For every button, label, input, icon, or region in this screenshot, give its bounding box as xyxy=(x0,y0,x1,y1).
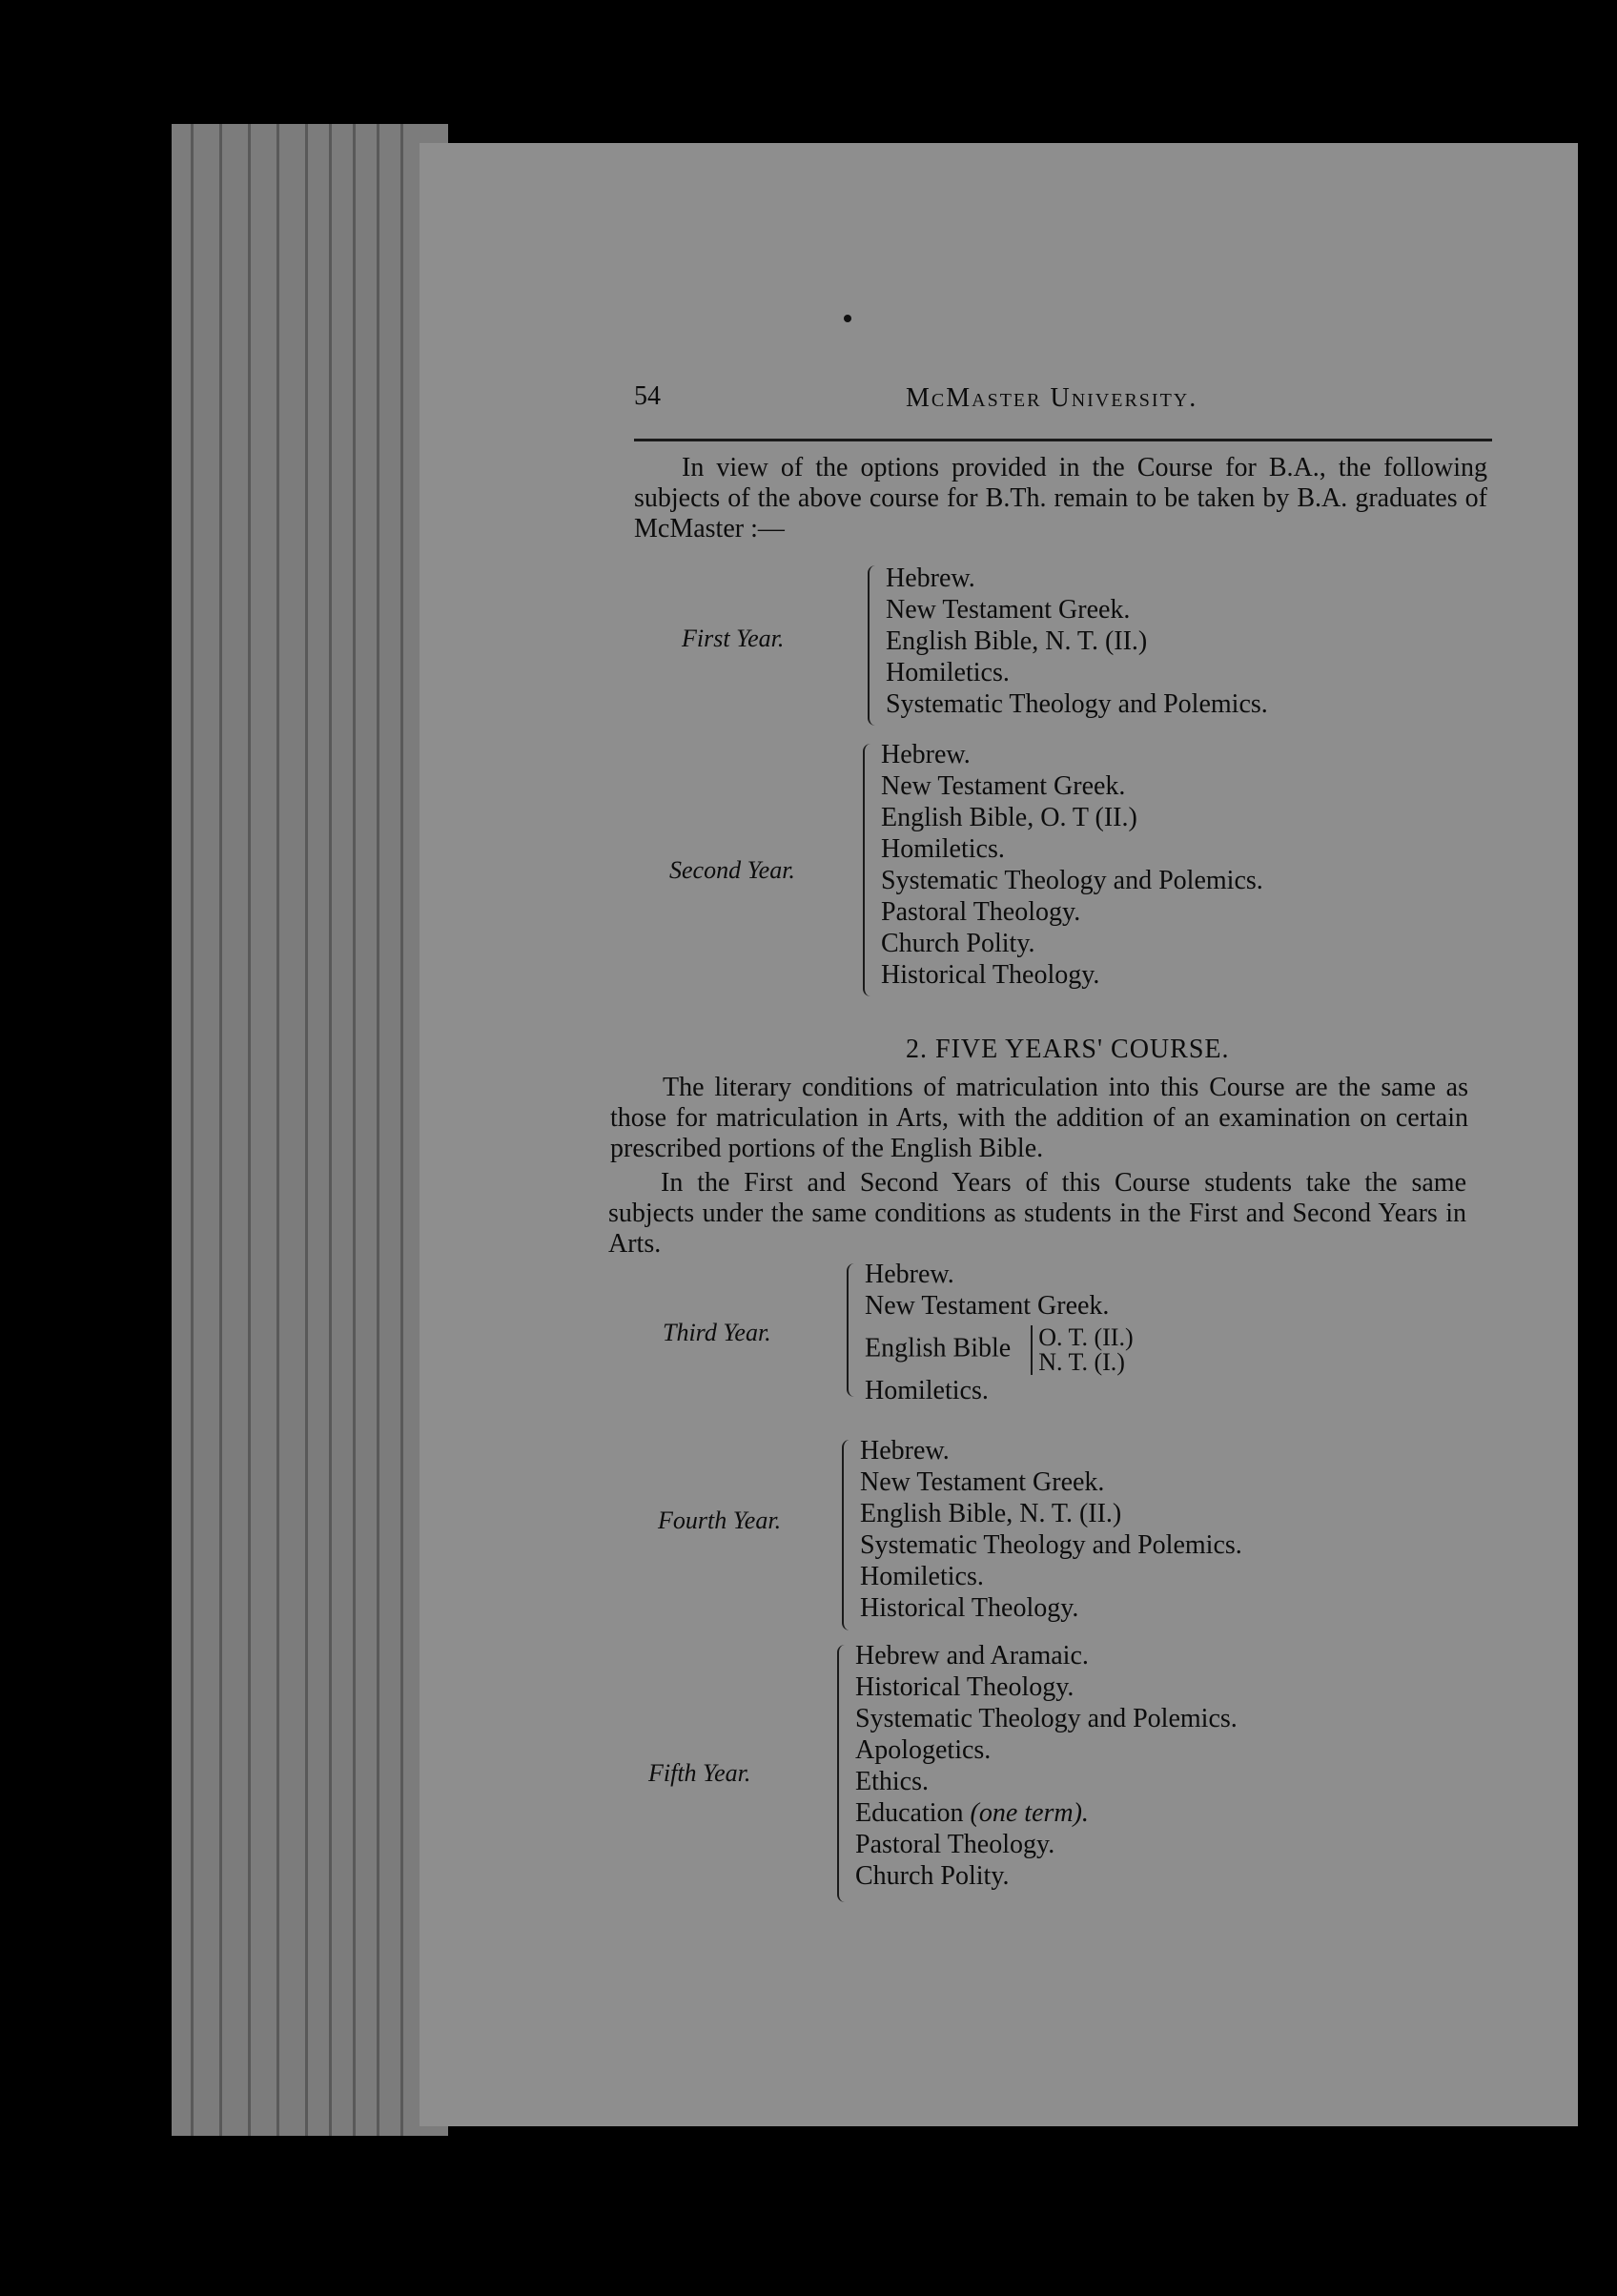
page-stack-edges xyxy=(172,124,448,2136)
subject: Historical Theology. xyxy=(860,1593,1079,1623)
sub-part: N. T. (I.) xyxy=(1038,1348,1125,1376)
subject: Historical Theology. xyxy=(881,960,1100,990)
document-page xyxy=(420,143,1578,2126)
english-bible-row xyxy=(865,1325,1134,1375)
subject: New Testament Greek. xyxy=(865,1291,1110,1321)
fifth-year-label: Fifth Year. xyxy=(648,1759,751,1787)
first-year-subjects xyxy=(872,563,1268,720)
subject: Historical Theology. xyxy=(855,1672,1075,1702)
intro-paragraph: In view of the options provided in the Course for B.A., the following subjects of the above course for B.Th. remain to be taken by B.A. graduates of McMaster :— xyxy=(634,453,1487,543)
subject: New Testament Greek. xyxy=(886,595,1131,625)
subject: Pastoral Theology. xyxy=(881,897,1081,927)
second-year-subjects xyxy=(868,739,1263,991)
fifth-year-subjects xyxy=(842,1640,1238,1892)
subject: Education xyxy=(855,1798,964,1828)
page-number: 54 xyxy=(634,381,661,411)
subject: Church Polity. xyxy=(881,929,1035,958)
fourth-year-label: Fourth Year. xyxy=(658,1507,782,1534)
subject: Systematic Theology and Polemics. xyxy=(860,1530,1242,1560)
subject: Hebrew. xyxy=(860,1436,950,1466)
subject: New Testament Greek. xyxy=(860,1467,1105,1497)
sub-part: O. T. (II.) xyxy=(1038,1323,1134,1351)
subject: Ethics. xyxy=(855,1767,929,1796)
subject: Hebrew. xyxy=(881,740,971,769)
subject: Homiletics. xyxy=(881,834,1005,864)
subject: Church Polity. xyxy=(855,1861,1010,1891)
first-year-label: First Year. xyxy=(682,625,785,652)
subject: Systematic Theology and Polemics. xyxy=(881,866,1263,895)
subject: English Bible, N. T. (II.) xyxy=(860,1499,1122,1528)
page-header xyxy=(634,372,1492,441)
fourth-year-subjects xyxy=(847,1435,1242,1624)
english-bible-parts xyxy=(1031,1325,1133,1375)
subject: Hebrew. xyxy=(865,1260,954,1289)
subject: Pastoral Theology. xyxy=(855,1830,1055,1859)
subject: English Bible, N. T. (II.) xyxy=(886,626,1148,656)
speck xyxy=(844,315,851,322)
subject: Systematic Theology and Polemics. xyxy=(855,1704,1238,1733)
subject: Systematic Theology and Polemics. xyxy=(886,689,1268,719)
subject: English Bible xyxy=(865,1333,1012,1363)
subject: Homiletics. xyxy=(860,1562,984,1591)
third-year-label: Third Year. xyxy=(663,1319,771,1346)
subject: English Bible, O. T (II.) xyxy=(881,803,1137,832)
subject: Apologetics. xyxy=(855,1735,992,1765)
running-title: McMaster University. xyxy=(906,383,1198,413)
education-row xyxy=(855,1797,1238,1829)
subject: New Testament Greek. xyxy=(881,771,1126,801)
subject: Homiletics. xyxy=(886,658,1010,687)
education-note: (one term). xyxy=(970,1798,1089,1828)
third-year-subjects xyxy=(851,1259,1134,1406)
five-year-paragraph-2: In the First and Second Years of this Course students take the same subjects under the same conditions as students in the First and Second Years in Arts. xyxy=(608,1168,1466,1259)
second-year-label: Second Year. xyxy=(669,856,795,884)
section-heading: 2. FIVE YEARS' COURSE. xyxy=(906,1035,1230,1064)
subject: Hebrew and Aramaic. xyxy=(855,1641,1089,1671)
five-year-paragraph-1: The literary conditions of matriculation into this Course are the same as those for matriculation in Arts, with the addition of an examination on certain prescribed portions of the English Bible. xyxy=(610,1073,1468,1163)
subject: Hebrew. xyxy=(886,564,975,593)
subject: Homiletics. xyxy=(865,1376,989,1405)
